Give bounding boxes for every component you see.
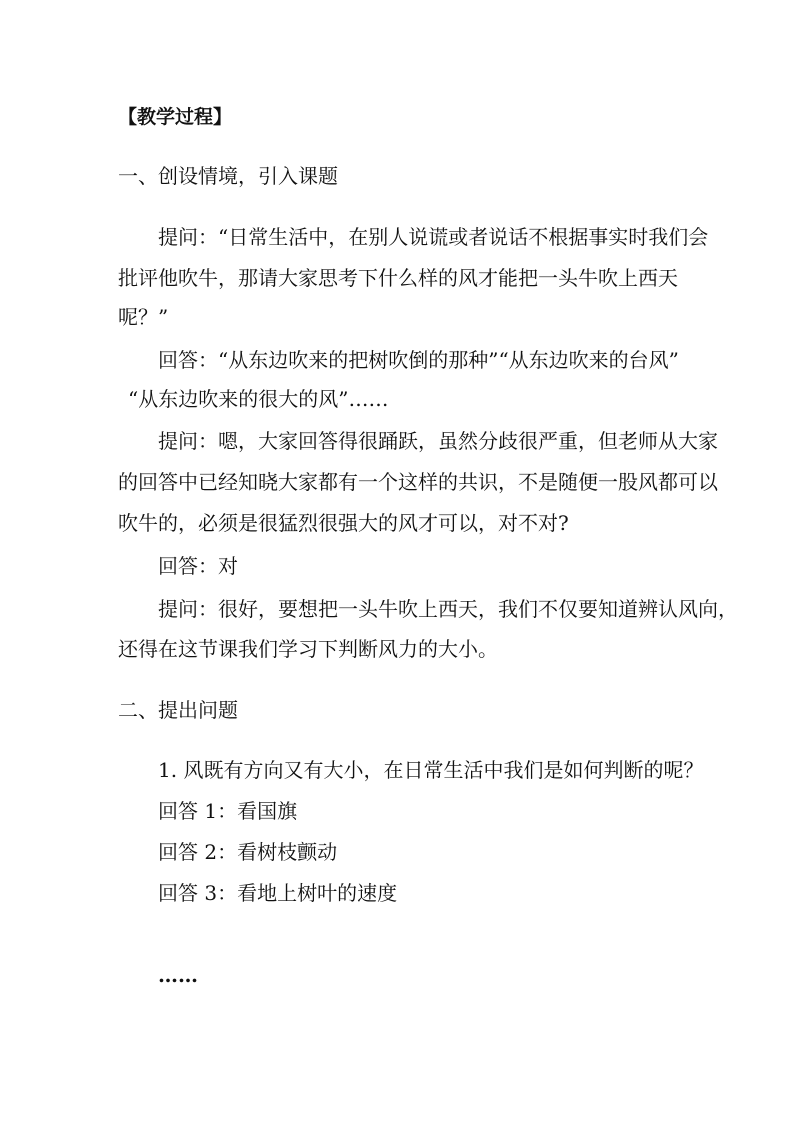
section-title: 【教学过程】 bbox=[118, 106, 233, 128]
answer1-line1: 回答：“从东边吹来的把树吹倒的那种”“从东边吹来的台风” bbox=[158, 348, 679, 372]
question2-line2: 的回答中已经知晓大家都有一个这样的共识，不是随便一股风都可以 bbox=[118, 470, 718, 494]
section2-question: 1. 风既有方向又有大小，在日常生活中我们是如何判断的呢？ bbox=[158, 758, 704, 782]
question3-line2: 还得在这节课我们学习下判断风力的大小。 bbox=[118, 637, 498, 661]
section2-answer1: 回答 1：看国旗 bbox=[158, 799, 298, 823]
answer1-line2: “从东边吹来的很大的风”…… bbox=[128, 387, 389, 411]
question1-line2: 批评他吹牛，那请大家思考下什么样的风才能把一头牛吹上西天 bbox=[118, 266, 678, 290]
ellipsis: …… bbox=[158, 963, 198, 987]
question2-line1: 提问：嗯，大家回答得很踊跃，虽然分歧很严重，但老师从大家 bbox=[158, 429, 718, 453]
section2-heading: 二、提出问题 bbox=[118, 698, 238, 722]
section2-answer3: 回答 3：看地上树叶的速度 bbox=[158, 881, 398, 905]
question3-line1: 提问：很好，要想把一头牛吹上西天，我们不仅要知道辨认风向， bbox=[158, 597, 738, 621]
section1-heading: 一、创设情境，引入课题 bbox=[118, 164, 338, 188]
question1-line3: 呢？” bbox=[118, 305, 169, 329]
answer2: 回答：对 bbox=[158, 554, 238, 578]
question1-line1: 提问：“日常生活中，在别人说谎或者说话不根据事实时我们会 bbox=[158, 225, 709, 249]
question2-line3: 吹牛的，必须是很猛烈很强大的风才可以，对不对? bbox=[118, 511, 569, 535]
section2-answer2: 回答 2：看树枝颤动 bbox=[158, 840, 338, 864]
